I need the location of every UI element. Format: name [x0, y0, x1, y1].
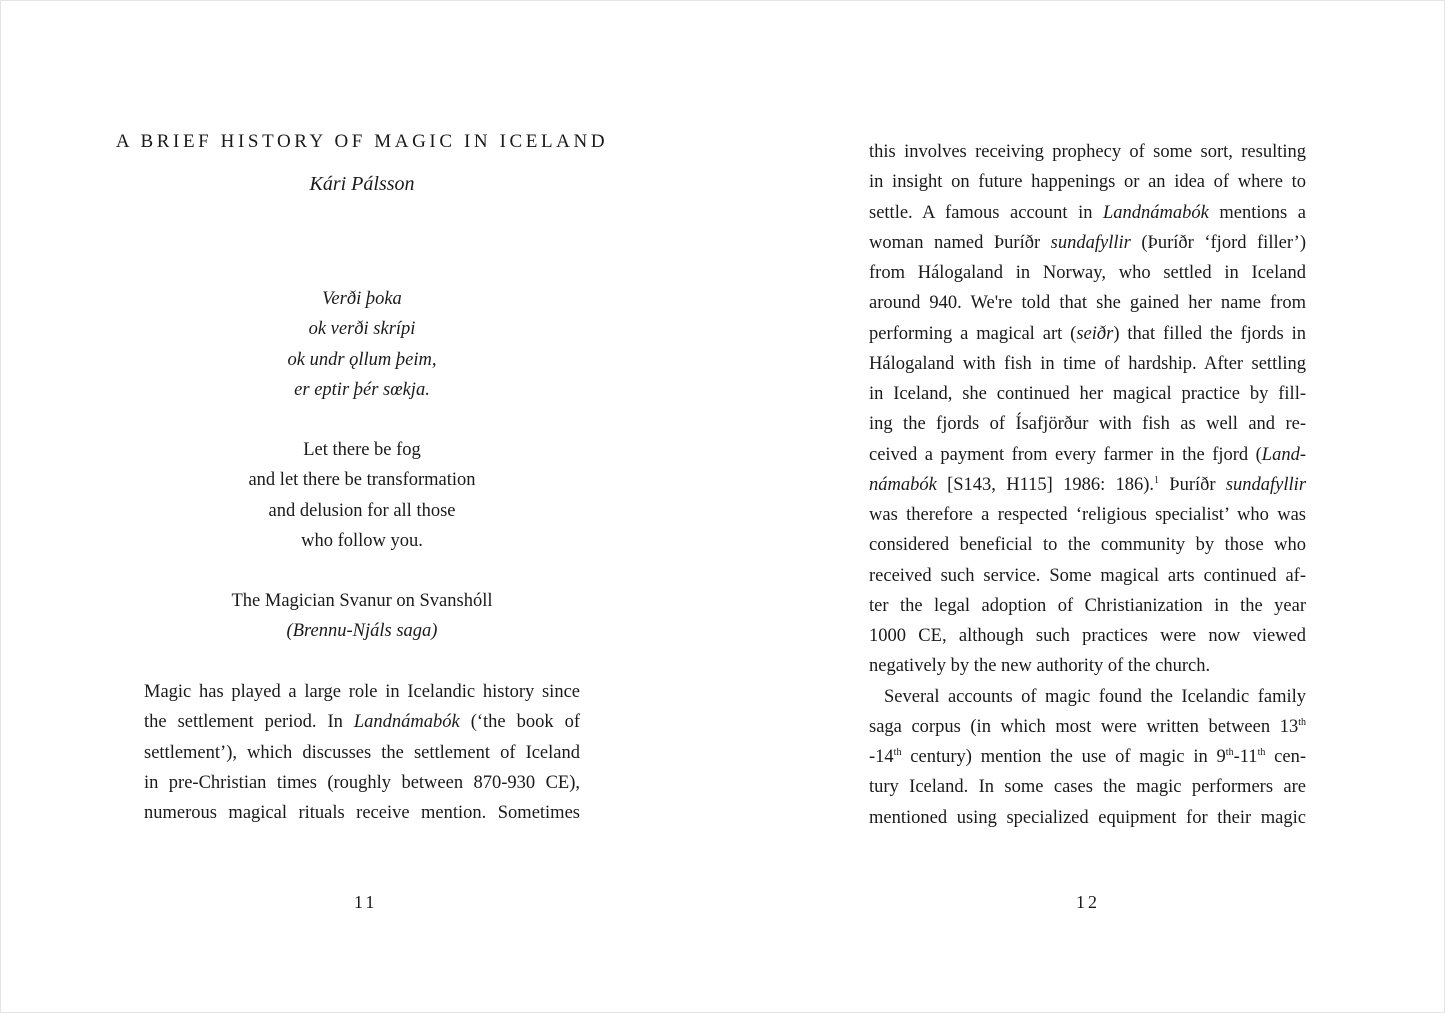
text-span: the settlement period. In: [144, 712, 354, 733]
text-line: [869, 137, 1306, 167]
text-line: [869, 712, 1306, 742]
text-span: around 940. We're told that she gained her name from: [869, 293, 1306, 314]
translation-line: Let there be fog: [303, 440, 421, 460]
superscript: 1: [1154, 474, 1160, 486]
text-span: numerous magical rituals receive mention. Sometimes: [144, 803, 580, 823]
text-span: from Hálogaland in Norway, who settled in Iceland: [869, 263, 1306, 283]
text-span: performing a magical art (: [869, 323, 1077, 344]
text-span: 1000 CE, although such practices were now viewed: [869, 626, 1306, 646]
translation-line: and let there be transformation: [248, 470, 476, 491]
text-line: [144, 738, 580, 768]
text-span: [S143, H115] 1986: 186).: [936, 474, 1155, 495]
text-span: was therefore a respected ‘religious specialist’ who was: [869, 505, 1306, 525]
text-line: [144, 768, 580, 798]
text-line: [869, 530, 1306, 560]
text-span: ceived a payment from every farmer in the fjord (: [869, 444, 1262, 465]
text-span: -11: [1233, 747, 1258, 767]
text-span: ing the fjords of Ísafjörður with fish as well and re-: [869, 414, 1306, 435]
text-line: [869, 167, 1306, 197]
text-span: ) that filled the fjords in: [1113, 323, 1306, 344]
text-line: [144, 798, 580, 828]
italic-text: Landnámabók: [1103, 202, 1209, 223]
text-line: [869, 319, 1306, 349]
italic-text: sundafyllir: [1225, 474, 1307, 495]
italic-text: námabók: [869, 474, 937, 495]
attribution-speaker: The Magician Svanur on Svanshóll: [231, 591, 493, 611]
superscript: th: [893, 747, 902, 758]
italic-text: Landnámabók: [353, 712, 460, 733]
body-text: [144, 677, 580, 828]
text-line: [869, 651, 1306, 681]
epigraph-translation: [0, 435, 724, 556]
chapter-title: A BRIEF HISTORY OF MAGIC IN ICELAND: [115, 131, 609, 152]
text-line: [869, 591, 1306, 621]
text-line: [869, 561, 1306, 591]
text-line: [869, 621, 1306, 651]
text-line: [869, 228, 1306, 258]
text-span: tury Iceland. In some cases the magic performers are: [869, 777, 1306, 798]
left-page: [0, 0, 722, 1013]
text-span: saga corpus (in which most were written between 13: [869, 716, 1299, 737]
body-text: [869, 137, 1306, 833]
text-line: [869, 288, 1306, 318]
text-span: Hálogaland with fish in time of hardship. After settling: [869, 353, 1306, 374]
text-line: [869, 440, 1306, 470]
text-span: in pre-Christian times (roughly between 870-930 CE),: [144, 772, 580, 793]
text-line: [869, 742, 1306, 772]
superscript: th: [1298, 716, 1306, 728]
text-span: negatively by the new authority of the church.: [869, 656, 1211, 677]
text-span: (‘the book of: [459, 712, 580, 733]
text-line: [144, 707, 580, 737]
verse-line: Verði þoka: [322, 289, 402, 309]
text-span: mentions a: [1208, 202, 1306, 223]
italic-text: sundafyllir: [1050, 232, 1131, 253]
text-line: [869, 772, 1306, 802]
italic-text: Land-: [1261, 444, 1306, 465]
text-span: Several accounts of magic found the Icelandic family: [884, 686, 1306, 707]
chapter-author: Kári Pálsson: [309, 173, 415, 195]
epigraph-verse: [0, 284, 724, 405]
italic-text: seiðr: [1076, 323, 1114, 344]
text-line: [869, 500, 1306, 530]
verse-line: ok undr ǫllum þeim,: [287, 349, 437, 370]
text-span: ter the legal adoption of Christianization in the year: [869, 595, 1306, 616]
text-line: [869, 409, 1306, 439]
text-line: [869, 258, 1306, 288]
text-span: woman named Þuríðr: [869, 232, 1051, 253]
superscript: th: [1225, 747, 1234, 758]
text-span: received such service. Some magical arts continued af-: [869, 565, 1306, 586]
text-line: [144, 677, 580, 707]
text-span: cen-: [1265, 747, 1306, 767]
text-line: [869, 803, 1306, 833]
right-page: [722, 0, 1445, 1013]
attribution-source: (Brennu-Njáls saga): [286, 621, 438, 642]
text-span: century) mention the use of magic in 9: [901, 747, 1226, 767]
translation-line: who follow you.: [301, 530, 423, 551]
text-line: [869, 198, 1306, 228]
text-span: settle. A famous account in: [869, 202, 1104, 223]
text-span: considered beneficial to the community by those who: [869, 535, 1306, 556]
text-span: in insight on future happenings or an idea of where to: [869, 172, 1306, 193]
text-span: -14: [869, 747, 894, 767]
page-number: 11: [354, 892, 378, 912]
text-line: [869, 682, 1306, 712]
text-span: (Þuríðr ‘fjord filler’): [1130, 232, 1306, 253]
text-line: [869, 470, 1306, 500]
text-span: Þuríðr: [1159, 474, 1226, 495]
translation-line: and delusion for all those: [268, 500, 456, 521]
text-line: [869, 379, 1306, 409]
superscript: th: [1257, 747, 1266, 758]
text-span: mentioned using specialized equipment for their magic: [869, 807, 1306, 828]
verse-line: ok verði skrípi: [308, 319, 416, 340]
verse-line: er eptir þér sœkja.: [294, 379, 430, 400]
text-span: in Iceland, she continued her magical practice by fill-: [869, 384, 1306, 404]
epigraph-attribution: [0, 586, 724, 647]
text-span: this involves receiving prophecy of some sort, resulting: [869, 142, 1306, 162]
text-span: Magic has played a large role in Icelandic history since: [144, 682, 580, 702]
text-span: settlement’), which discusses the settlement of Iceland: [144, 742, 580, 763]
page-number: 12: [1076, 892, 1100, 912]
text-line: [869, 349, 1306, 379]
